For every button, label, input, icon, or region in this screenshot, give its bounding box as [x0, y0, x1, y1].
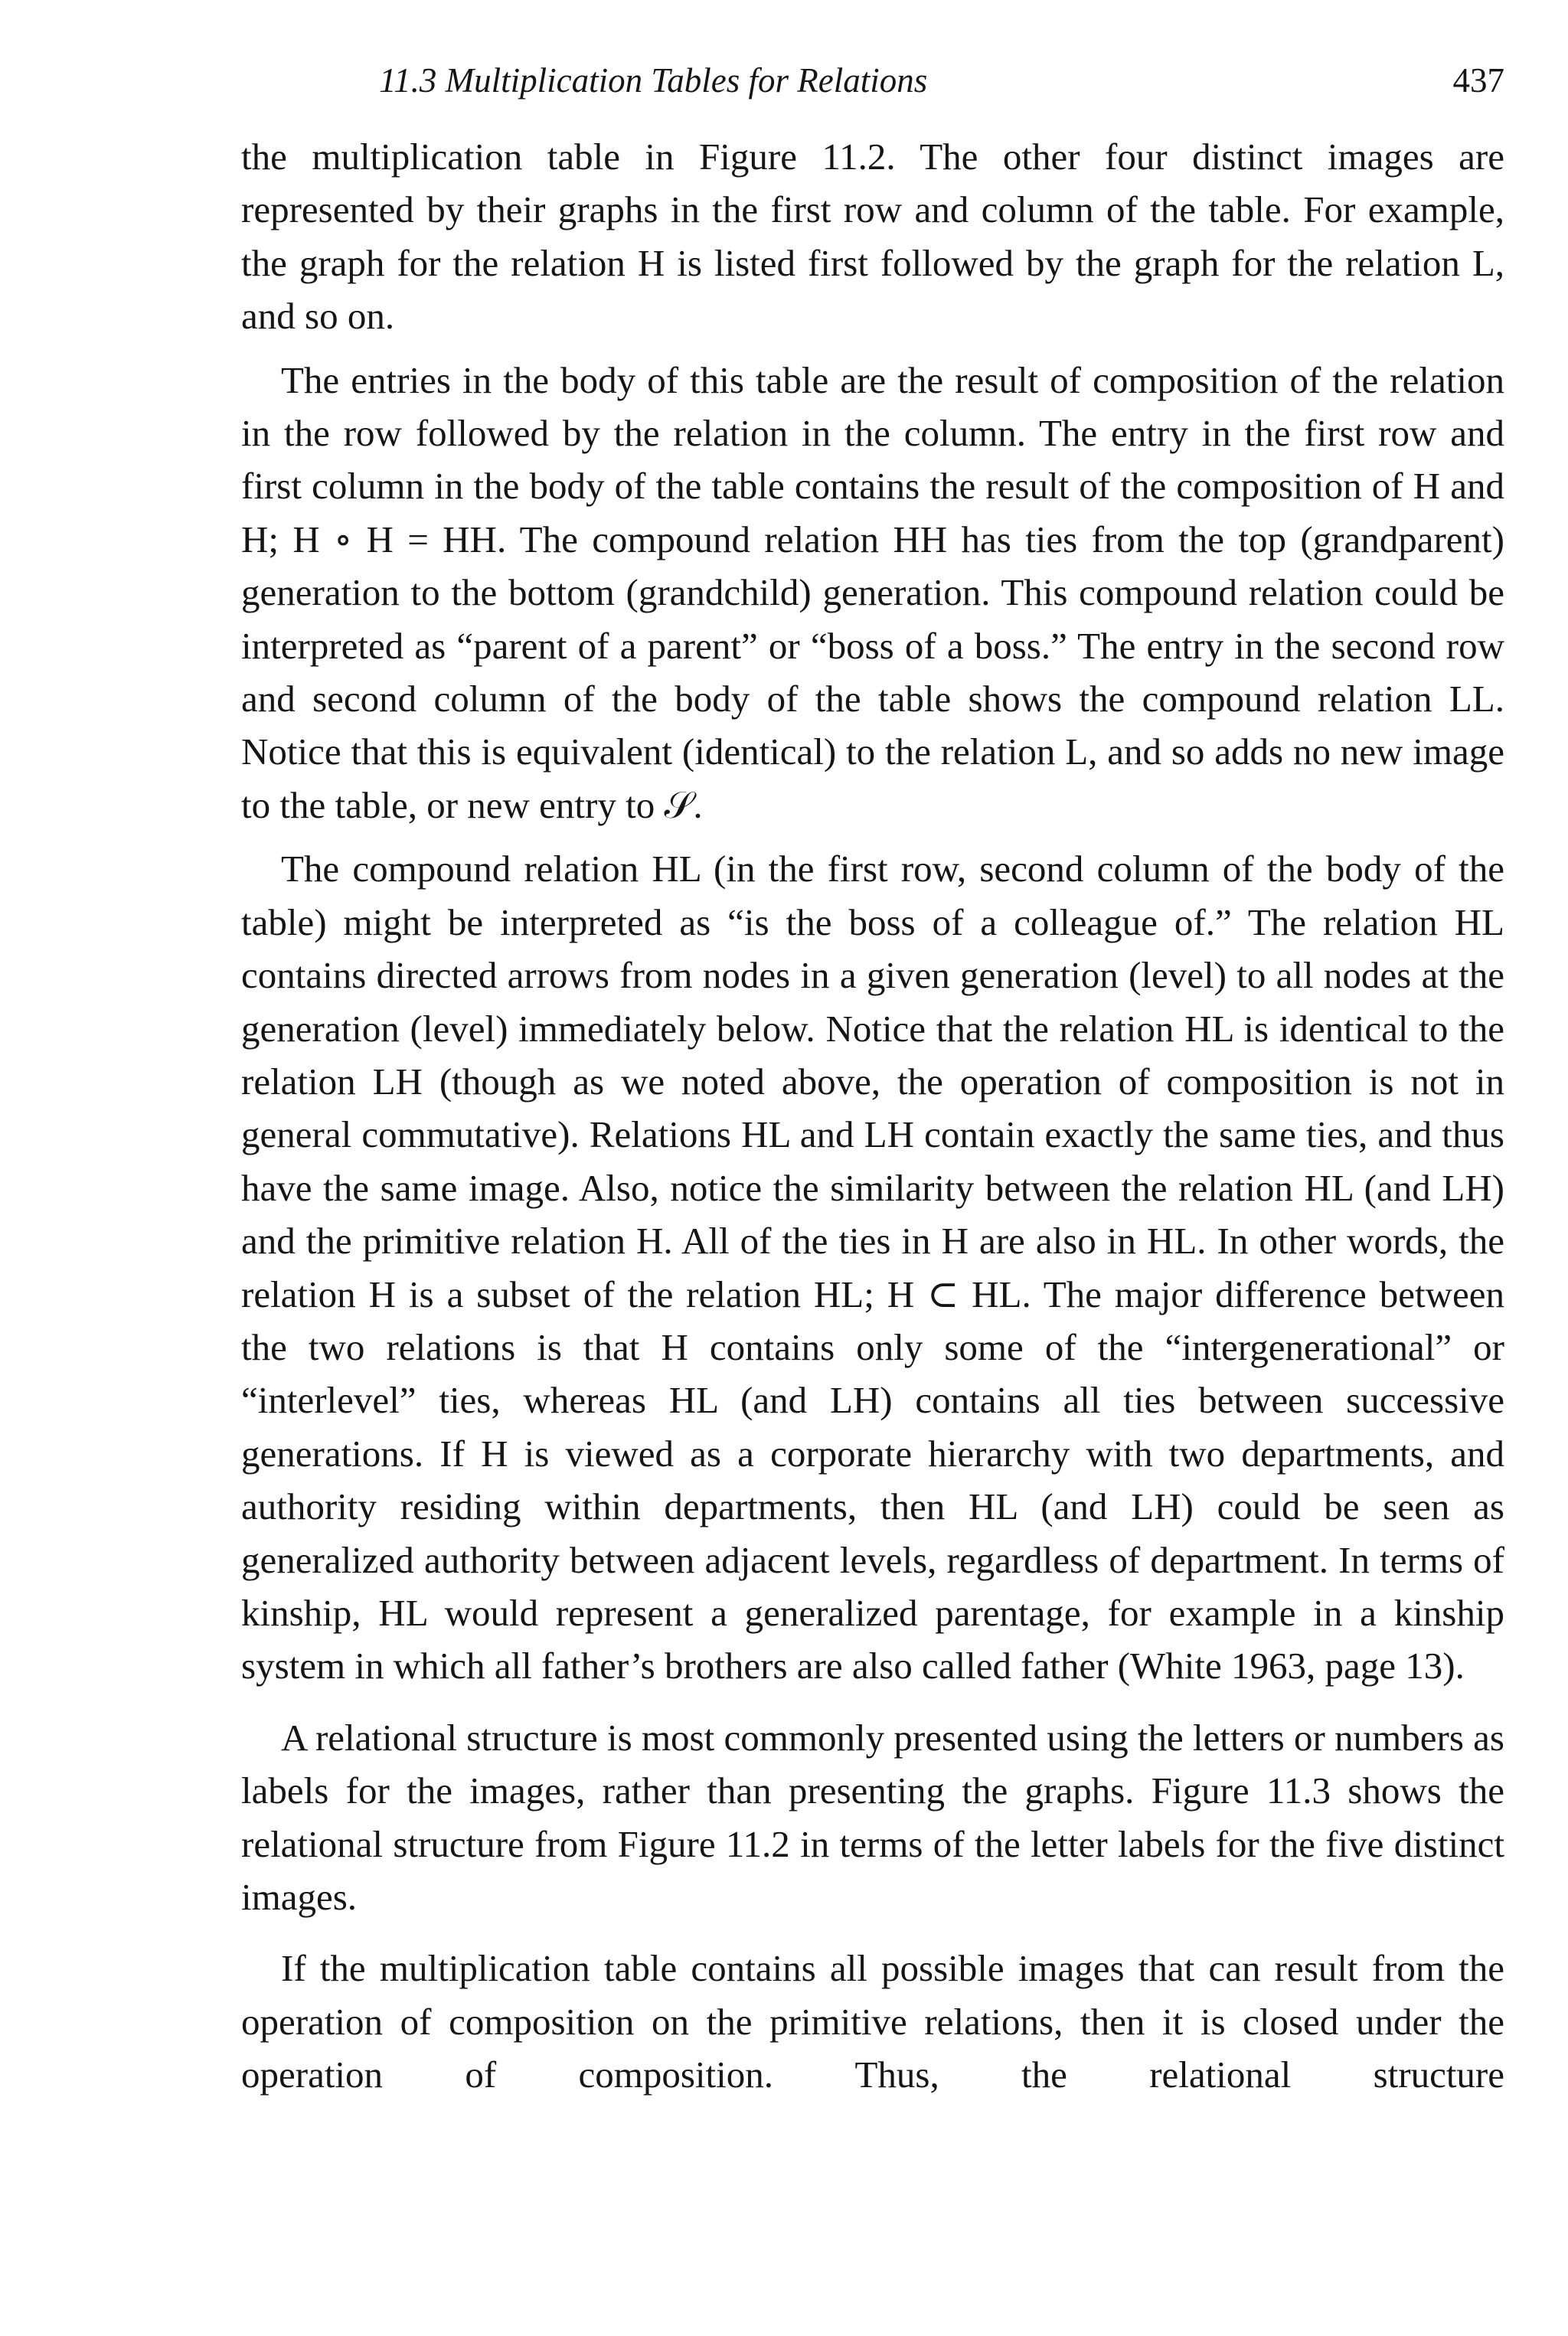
running-head: [241, 54, 1504, 107]
paragraph-4: A relational structure is most commonly presented using the letters or numbers as labels for the images, rather than presenting the graphs. Figure 11.3 shows the relational structure from Figure 11.2 in terms of the letter labels for the five distinct images.: [241, 1716, 1504, 1918]
running-head-title: 11.3 Multiplication Tables for Relations: [379, 61, 928, 100]
paragraph-3: The compound relation HL (in the first row, second column of the body of the table) might be interpreted as “is the boss of a colleague of.” The relation HL contains directed arrows from nodes in a given generation (level) to all nodes at the generation (level) immediately below. Notice that the relation HL is identical to the relation LH (though as we noted above, the operation of composition is not in general commutative). Relations HL and LH contain exactly the same ties, and thus have the same image. Also, notice the similarity between the relation HL (and LH) and the primitive relation H. All of the ties in H are also in HL. In other words, the relation H is a subset of the relation HL; H ⊂ HL. The major difference between the two relations is that H contains only some of the “intergenerational” or “interlevel” ties, whereas HL (and LH) contains all ties between successive generations. If H is viewed as a corporate hierarchy with two departments, and authority residing within departments, then HL (and LH) could be seen as generalized authority between adjacent levels, regardless of department. In terms of kinship, HL would represent a generalized parentage, for example in a kinship system in which all father’s brothers are also called father (White 1963, page 13).: [241, 848, 1504, 1687]
paragraph-2: The entries in the body of this table are the result of composition of the relation in the row followed by the relation in the column. The entry in the first row and first column in the body of the table contains the result of the composition of H and H; H ∘ H = HH. The compound relation HH has ties from the top (grandparent) generation to the bottom (grandchild) generation. This compound relation could be interpreted as “parent of a parent” or “boss of a boss.” The entry in the second row and second column of the body of the table shows the compound relation LL. Notice that this is equivalent (identical) to the relation L, and so adds no new image to the table, or new entry to 𝒮.: [241, 358, 1504, 826]
paragraph-5: If the multiplication table contains all possible images that can result from the operation of composition on the primitive relations, then it is closed under the operation of composition. Thus, the relational structure: [241, 1947, 1504, 2096]
body-text: [241, 130, 1504, 2102]
paragraph-1: the multiplication table in Figure 11.2. The other four distinct images are represented by their graphs in the first row and column of the table. For example, the graph for the relation H is listed first followed by the graph for the relation L, and so on.: [241, 136, 1504, 338]
page-number: 437: [1452, 61, 1504, 100]
